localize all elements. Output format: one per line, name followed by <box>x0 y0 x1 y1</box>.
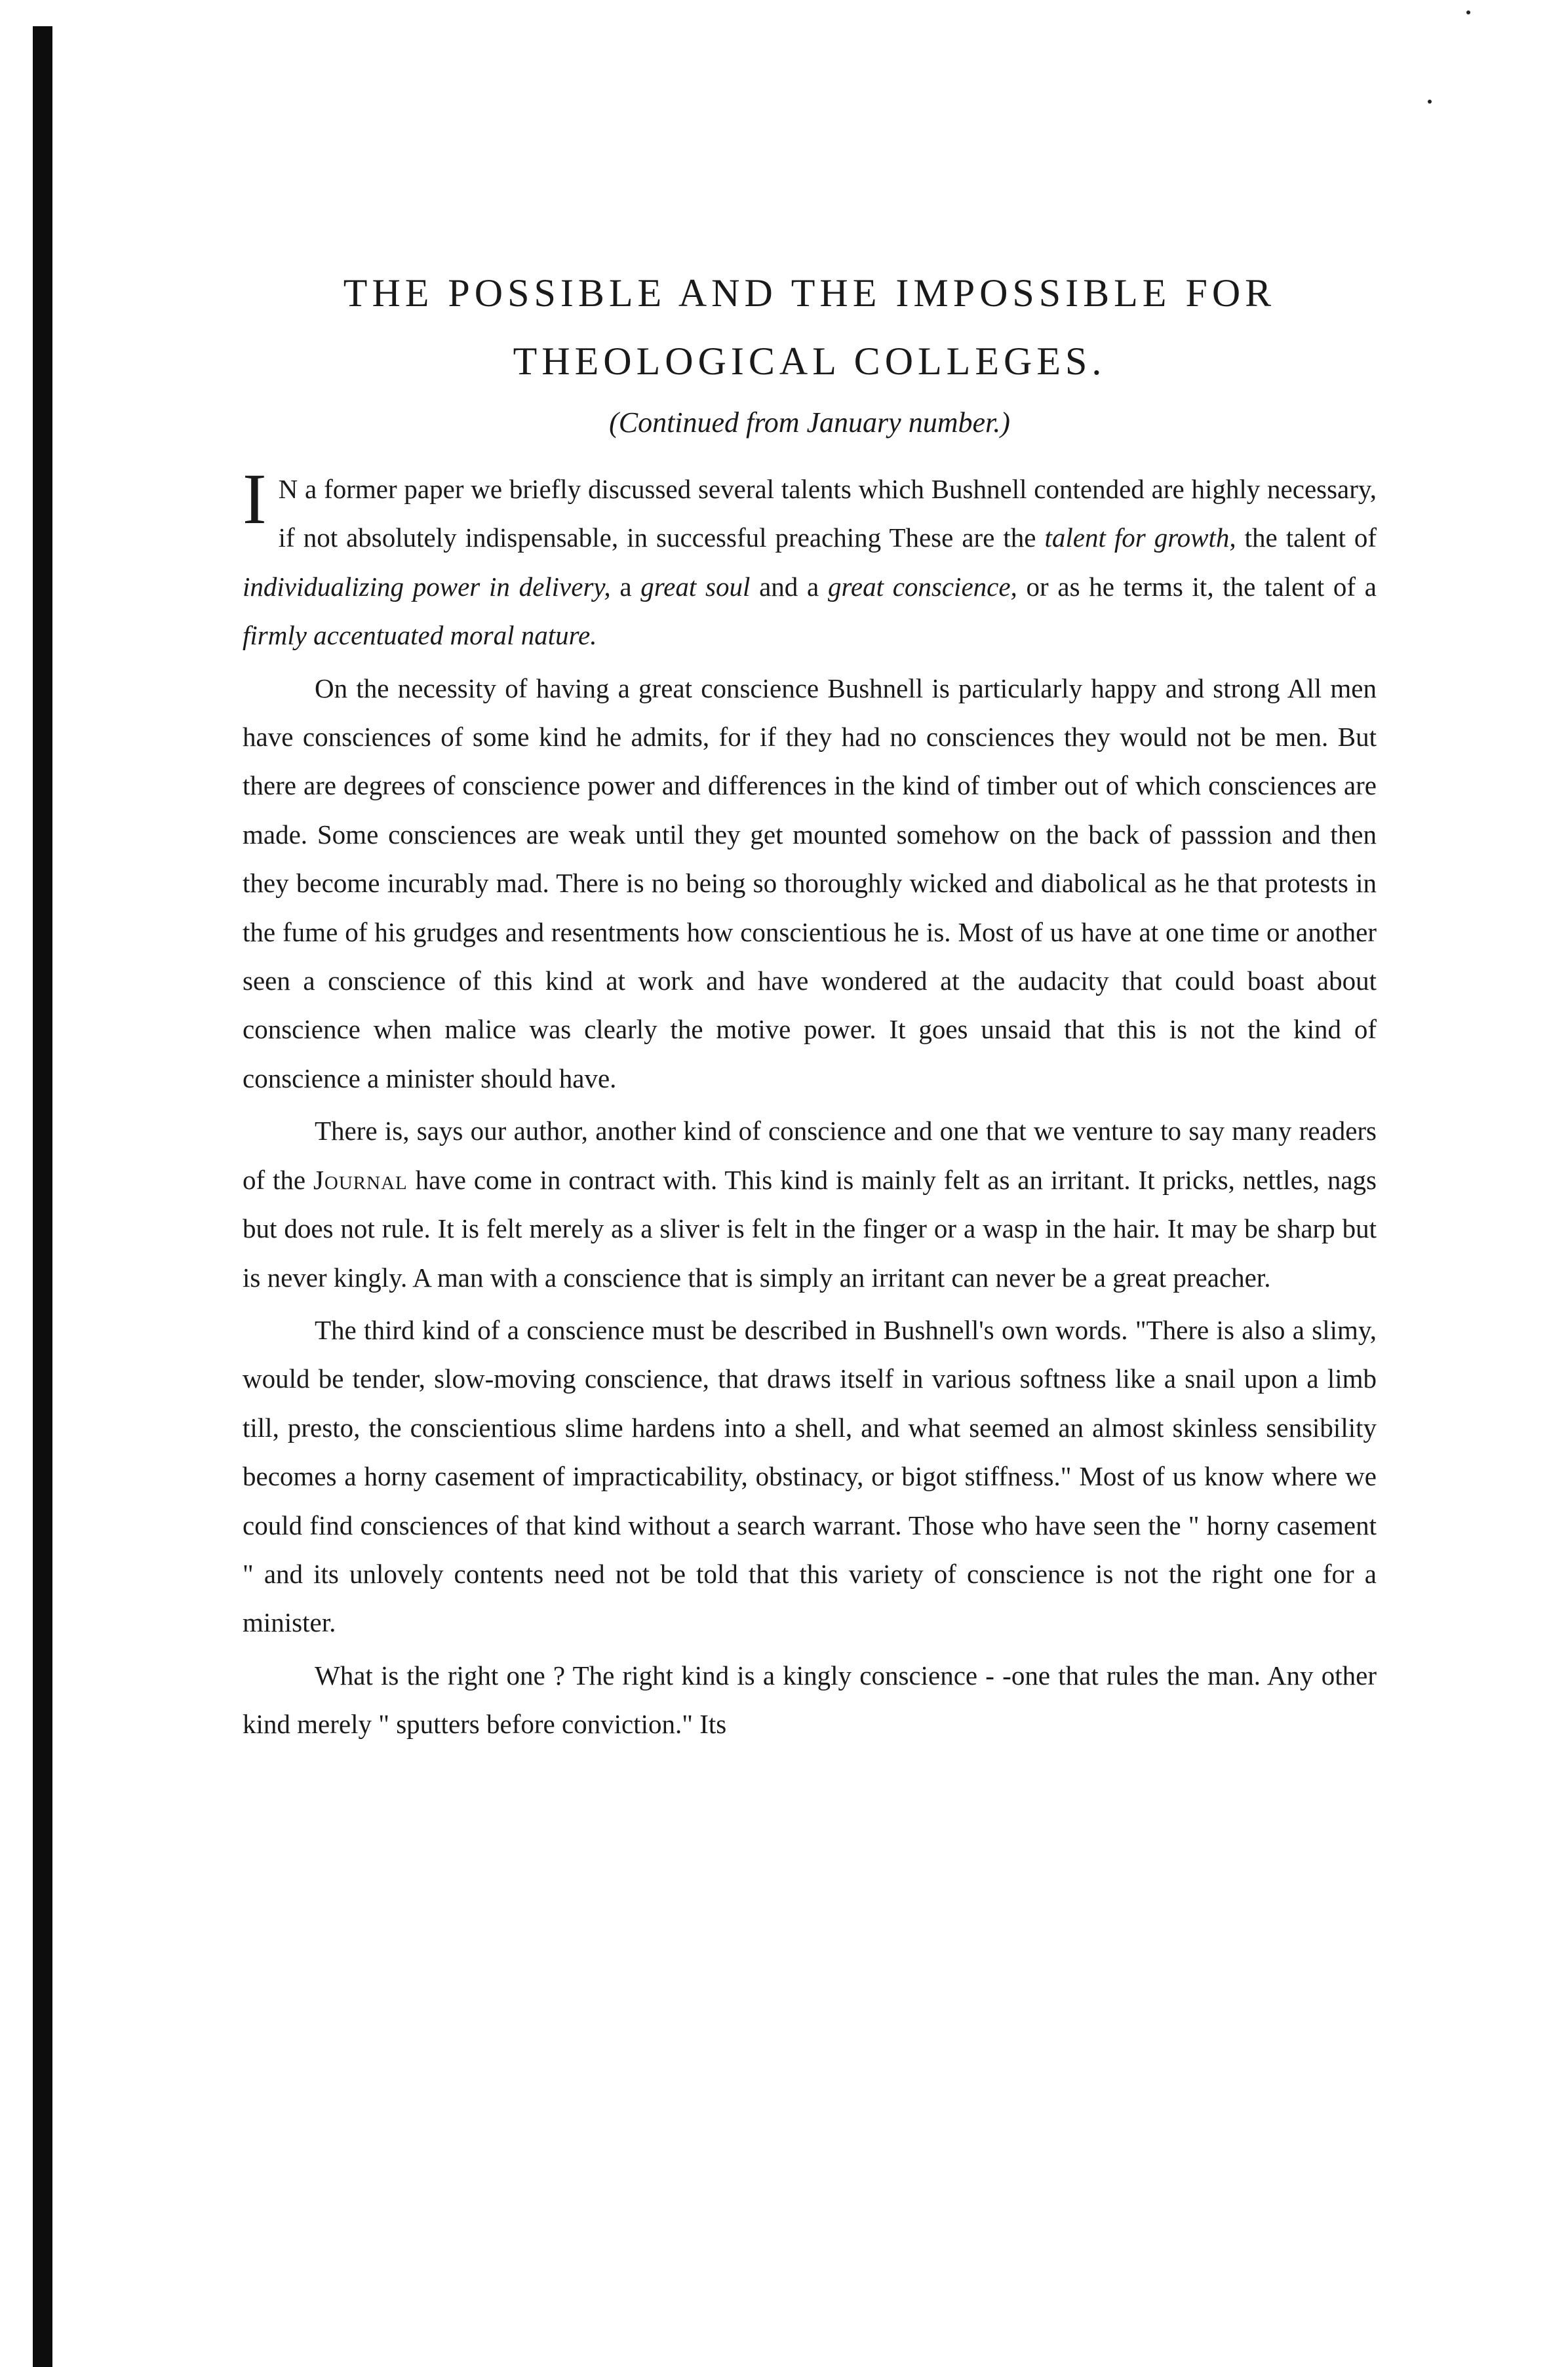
p1-text-3: a <box>610 571 641 602</box>
p3-text-2: have come in contract with. This kind is mainly felt as an irritant. It pricks, nettles, nags but does not rule. It is felt merely as a sliver is felt in the finger or a wasp in the hair. It may be sharp but is never kingly. A man with a conscience that is simply an irritant can never be a great preacher. <box>243 1164 1377 1293</box>
page-body <box>243 259 1377 1749</box>
p3-text-1: There is, says our author, another kind of conscience and one that we venture to say many readers of the <box>243 1116 1377 1195</box>
article-subtitle: (Continued from January number.) <box>609 406 1010 439</box>
p1-text-2: the talent of <box>1236 522 1377 553</box>
p1-text-4: and a <box>750 571 828 602</box>
paragraph-4: The third kind of a conscience must be described in Bushnell's own words. "There is also a slimy, would be tender, slow-moving conscience, that draws itself in various softness like a snail upon a limb till, presto, the conscientious slime hardens into a shell, and what seemed an almost skinless sensibility becomes a horny casement of impracticability, obstinacy, or bigot stiffness." Most of us know where we could find consciences of that kind without a search warrant. Those who have seen the " horny casement " and its unlovely contents need not be told that this variety of conscience is not the right one for a minister. <box>243 1314 1377 1638</box>
journal-name: Journal <box>313 1164 408 1195</box>
paragraph-3 <box>243 1106 1377 1302</box>
p1-text-5: or as he terms it, the talent of a <box>1017 571 1377 602</box>
paragraph-2: On the necessity of having a great conscience Bushnell is particularly happy and strong All men have consciences of some kind he admits, for if they had no consciences they would not be men. But there are degrees of conscience power and differences in the kind of timber out of which consciences are made. Some consciences are weak until they get mounted somehow on the back of passsion and then they become incurably mad. There is no being so thoroughly wicked and diabolical as he that protests in the fume of his grudges and resentments how conscientious he is. Most of us have at one time or another seen a conscience of this kind at work and have wondered at the audacity that could boast about conscience when malice was clearly the motive power. It goes unsaid that this is not the kind of conscience a minister should have. <box>243 673 1377 1093</box>
paragraph-1 <box>243 459 1377 660</box>
scan-speck <box>1466 10 1470 14</box>
p1-italic-2: individualizing power in delivery, <box>243 571 611 602</box>
p1-italic-1: talent for growth, <box>1044 522 1236 553</box>
drop-cap: I <box>243 459 267 539</box>
title-line-2: THEOLOGICAL COLLEGES. <box>513 340 1107 383</box>
p1-italic-3: great soul <box>640 571 751 602</box>
p1-text-1: N a former paper we briefly discussed several talents which Bushnell contended are highly necessary, if not absolutely indispensable, in successful preaching These are the <box>278 474 1377 553</box>
binding-edge <box>33 26 52 2367</box>
article-title <box>243 259 1377 395</box>
p1-italic-4: great conscience, <box>827 571 1017 602</box>
title-line-1: THE POSSIBLE AND THE IMPOSSIBLE FOR <box>343 271 1276 315</box>
scan-speck <box>1428 100 1432 104</box>
p1-italic-5: firmly accentuated moral nature. <box>243 620 597 651</box>
paragraph-5: What is the right one ? The right kind is a kingly conscience - -one that rules the man. Any other kind merely " sputters before conviction." Its <box>243 1660 1377 1740</box>
